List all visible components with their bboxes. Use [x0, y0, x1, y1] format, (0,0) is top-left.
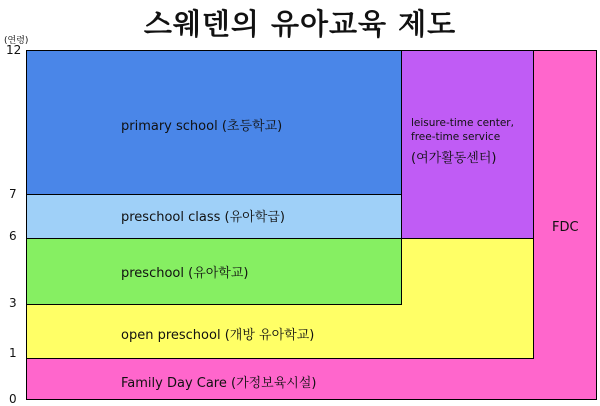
leisure-time-center-block	[401, 50, 534, 239]
leisure-center-label-ko: (여가활동센터)	[411, 151, 497, 166]
axis-unit-label: (연령)	[4, 36, 29, 46]
leisure-center-label-en-2: free-time service	[411, 131, 501, 143]
tick-6: 6	[9, 229, 17, 243]
preschool-label: preschool (유아학교)	[121, 266, 249, 281]
fdc-block	[533, 50, 597, 358]
tick-1: 1	[9, 346, 17, 360]
preschool-class-label: preschool class (유아학급)	[121, 210, 285, 225]
tick-0: 0	[9, 392, 17, 406]
leisure-center-label-en-1: leisure-time center,	[411, 117, 514, 129]
family-day-care-label: Family Day Care (가정보육시설)	[121, 376, 317, 391]
primary-school-label: primary school (초등학교)	[121, 119, 283, 134]
diagram-title: 스웨덴의 유아교육 제도	[143, 7, 457, 41]
fdc-label: FDC	[552, 220, 579, 235]
open-preschool-label: open preschool (개방 유아학교)	[121, 328, 315, 343]
tick-3: 3	[9, 296, 17, 310]
tick-7: 7	[9, 187, 17, 201]
tick-12: 12	[6, 43, 22, 57]
